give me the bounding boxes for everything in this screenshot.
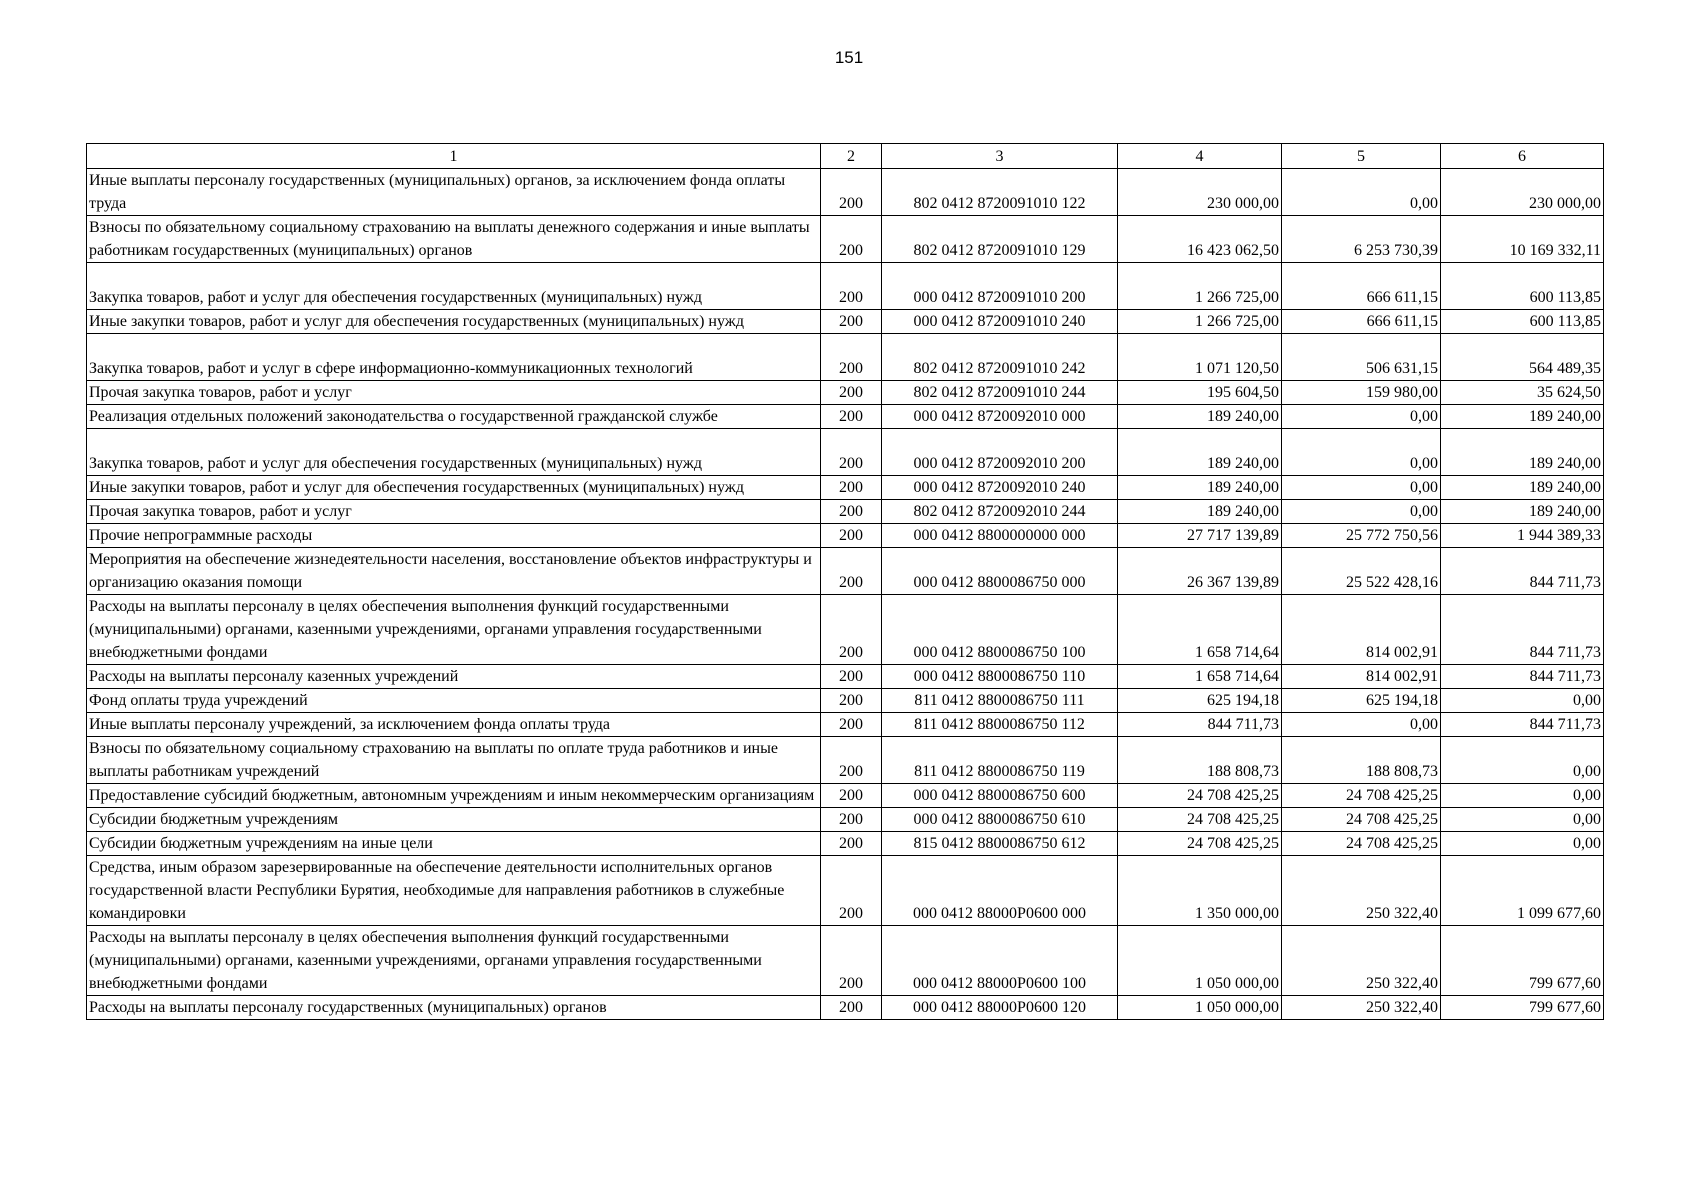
row-value-4-cell: 625 194,18 — [1118, 689, 1282, 713]
row-value-5-cell: 506 631,15 — [1282, 334, 1441, 381]
row-code-cell: 200 — [821, 665, 882, 689]
table-row — [87, 310, 1604, 334]
budget-table — [86, 143, 1604, 1020]
row-value-6-cell: 1 944 389,33 — [1441, 524, 1604, 548]
row-classification-cell: 000 0412 88000P0600 120 — [882, 996, 1118, 1020]
row-value-6-cell: 230 000,00 — [1441, 169, 1604, 216]
row-classification-cell: 802 0412 8720091010 244 — [882, 381, 1118, 405]
row-value-4-cell: 844 711,73 — [1118, 713, 1282, 737]
row-value-6-cell: 844 711,73 — [1441, 595, 1604, 665]
column-header-2: 2 — [821, 144, 882, 169]
row-name-cell: Взносы по обязательному социальному страхованию на выплаты по оплате труда работников и иные выплаты работникам учреждений — [87, 737, 821, 784]
table-row — [87, 216, 1604, 263]
row-code-cell: 200 — [821, 310, 882, 334]
page-number: 151 — [834, 48, 864, 67]
row-classification-cell: 802 0412 8720091010 129 — [882, 216, 1118, 263]
row-code-cell: 200 — [821, 429, 882, 476]
row-name-cell: Фонд оплаты труда учреждений — [87, 689, 821, 713]
row-classification-cell: 000 0412 8800086750 600 — [882, 784, 1118, 808]
row-value-4-cell: 189 240,00 — [1118, 476, 1282, 500]
column-header-5: 5 — [1282, 144, 1441, 169]
row-value-4-cell: 1 050 000,00 — [1118, 996, 1282, 1020]
row-value-6-cell: 844 711,73 — [1441, 665, 1604, 689]
row-classification-cell: 802 0412 8720091010 242 — [882, 334, 1118, 381]
row-name-cell: Закупка товаров, работ и услуг для обеспечения государственных (муниципальных) нужд — [87, 263, 821, 310]
row-classification-cell: 000 0412 8800086750 000 — [882, 548, 1118, 595]
table-row — [87, 689, 1604, 713]
row-value-4-cell: 24 708 425,25 — [1118, 808, 1282, 832]
row-value-5-cell: 0,00 — [1282, 476, 1441, 500]
table-body — [87, 169, 1604, 1020]
row-code-cell: 200 — [821, 334, 882, 381]
row-name-cell: Прочие непрограммные расходы — [87, 524, 821, 548]
row-name-cell: Взносы по обязательному социальному страхованию на выплаты денежного содержания и иные выплаты работникам государственных (муниципальных) органов — [87, 216, 821, 263]
row-value-5-cell: 0,00 — [1282, 500, 1441, 524]
table-row — [87, 737, 1604, 784]
row-code-cell: 200 — [821, 784, 882, 808]
row-value-4-cell: 1 071 120,50 — [1118, 334, 1282, 381]
row-name-cell: Предоставление субсидий бюджетным, автономным учреждениям и иным некоммерческим организациям — [87, 784, 821, 808]
table-row — [87, 500, 1604, 524]
row-code-cell: 200 — [821, 500, 882, 524]
row-name-cell: Расходы на выплаты персоналу в целях обеспечения выполнения функций государственными (муниципальными) органами, казенными учреждениями, органами управления государственными внебюджетными фондами — [87, 595, 821, 665]
row-classification-cell: 000 0412 8800086750 100 — [882, 595, 1118, 665]
row-classification-cell: 811 0412 8800086750 119 — [882, 737, 1118, 784]
table-row — [87, 856, 1604, 926]
row-code-cell: 200 — [821, 263, 882, 310]
row-code-cell: 200 — [821, 737, 882, 784]
row-code-cell: 200 — [821, 524, 882, 548]
row-value-4-cell: 189 240,00 — [1118, 500, 1282, 524]
row-value-6-cell: 0,00 — [1441, 832, 1604, 856]
row-value-5-cell: 814 002,91 — [1282, 665, 1441, 689]
table-row — [87, 169, 1604, 216]
table-row — [87, 476, 1604, 500]
row-name-cell: Расходы на выплаты персоналу в целях обеспечения выполнения функций государственными (муниципальными) органами, казенными учреждениями, органами управления государственными внебюджетными фондами — [87, 926, 821, 996]
table-row — [87, 808, 1604, 832]
row-name-cell: Субсидии бюджетным учреждениям на иные цели — [87, 832, 821, 856]
row-value-4-cell: 188 808,73 — [1118, 737, 1282, 784]
row-value-5-cell: 24 708 425,25 — [1282, 832, 1441, 856]
row-value-6-cell: 844 711,73 — [1441, 548, 1604, 595]
column-header-1: 1 — [87, 144, 821, 169]
row-value-6-cell: 799 677,60 — [1441, 996, 1604, 1020]
row-value-5-cell: 814 002,91 — [1282, 595, 1441, 665]
row-classification-cell: 802 0412 8720092010 244 — [882, 500, 1118, 524]
row-code-cell: 200 — [821, 381, 882, 405]
row-value-4-cell: 1 266 725,00 — [1118, 310, 1282, 334]
row-classification-cell: 000 0412 8800086750 610 — [882, 808, 1118, 832]
row-value-4-cell: 24 708 425,25 — [1118, 832, 1282, 856]
row-value-6-cell: 844 711,73 — [1441, 713, 1604, 737]
row-code-cell: 200 — [821, 595, 882, 665]
row-code-cell: 200 — [821, 405, 882, 429]
table-row — [87, 429, 1604, 476]
row-value-5-cell: 666 611,15 — [1282, 263, 1441, 310]
row-value-5-cell: 188 808,73 — [1282, 737, 1441, 784]
row-name-cell: Иные закупки товаров, работ и услуг для обеспечения государственных (муниципальных) нужд — [87, 310, 821, 334]
row-value-4-cell: 195 604,50 — [1118, 381, 1282, 405]
row-code-cell: 200 — [821, 169, 882, 216]
table-row — [87, 996, 1604, 1020]
row-classification-cell: 811 0412 8800086750 112 — [882, 713, 1118, 737]
table-row — [87, 665, 1604, 689]
row-value-5-cell: 0,00 — [1282, 169, 1441, 216]
row-name-cell: Иные закупки товаров, работ и услуг для обеспечения государственных (муниципальных) нужд — [87, 476, 821, 500]
row-value-5-cell: 159 980,00 — [1282, 381, 1441, 405]
row-value-6-cell: 189 240,00 — [1441, 405, 1604, 429]
row-value-4-cell: 230 000,00 — [1118, 169, 1282, 216]
row-value-6-cell: 0,00 — [1441, 689, 1604, 713]
row-value-4-cell: 1 658 714,64 — [1118, 665, 1282, 689]
row-value-4-cell: 26 367 139,89 — [1118, 548, 1282, 595]
table-row — [87, 713, 1604, 737]
table-row — [87, 832, 1604, 856]
row-value-4-cell: 1 050 000,00 — [1118, 926, 1282, 996]
column-header-6: 6 — [1441, 144, 1604, 169]
row-value-5-cell: 6 253 730,39 — [1282, 216, 1441, 263]
row-classification-cell: 000 0412 8720092010 000 — [882, 405, 1118, 429]
column-header-4: 4 — [1118, 144, 1282, 169]
table-row — [87, 524, 1604, 548]
header-row — [87, 144, 1604, 169]
row-classification-cell: 000 0412 8800086750 110 — [882, 665, 1118, 689]
row-value-6-cell: 10 169 332,11 — [1441, 216, 1604, 263]
row-code-cell: 200 — [821, 832, 882, 856]
table-row — [87, 926, 1604, 996]
row-classification-cell: 000 0412 8720092010 240 — [882, 476, 1118, 500]
row-name-cell: Расходы на выплаты персоналу казенных учреждений — [87, 665, 821, 689]
row-name-cell: Расходы на выплаты персоналу государственных (муниципальных) органов — [87, 996, 821, 1020]
row-value-5-cell: 24 708 425,25 — [1282, 808, 1441, 832]
row-classification-cell: 000 0412 8800000000 000 — [882, 524, 1118, 548]
row-code-cell: 200 — [821, 926, 882, 996]
row-classification-cell: 000 0412 88000P0600 100 — [882, 926, 1118, 996]
row-value-5-cell: 250 322,40 — [1282, 996, 1441, 1020]
row-value-5-cell: 250 322,40 — [1282, 926, 1441, 996]
row-code-cell: 200 — [821, 548, 882, 595]
row-classification-cell: 815 0412 8800086750 612 — [882, 832, 1118, 856]
row-value-4-cell: 1 266 725,00 — [1118, 263, 1282, 310]
row-value-6-cell: 600 113,85 — [1441, 263, 1604, 310]
row-name-cell: Средства, иным образом зарезервированные на обеспечение деятельности исполнительных органов государственной власти Республики Бурятия, необходимые для направления работников в служебные командировки — [87, 856, 821, 926]
row-value-6-cell: 35 624,50 — [1441, 381, 1604, 405]
table-row — [87, 548, 1604, 595]
row-name-cell: Мероприятия на обеспечение жизнедеятельности населения, восстановление объектов инфраструктуры и организацию оказания помощи — [87, 548, 821, 595]
row-classification-cell: 811 0412 8800086750 111 — [882, 689, 1118, 713]
row-name-cell: Прочая закупка товаров, работ и услуг — [87, 381, 821, 405]
row-code-cell: 200 — [821, 713, 882, 737]
row-value-4-cell: 189 240,00 — [1118, 405, 1282, 429]
row-value-4-cell: 1 350 000,00 — [1118, 856, 1282, 926]
row-code-cell: 200 — [821, 476, 882, 500]
row-value-5-cell: 0,00 — [1282, 405, 1441, 429]
row-value-6-cell: 189 240,00 — [1441, 500, 1604, 524]
row-classification-cell: 000 0412 8720091010 200 — [882, 263, 1118, 310]
row-value-5-cell: 0,00 — [1282, 713, 1441, 737]
row-value-4-cell: 27 717 139,89 — [1118, 524, 1282, 548]
row-value-6-cell: 0,00 — [1441, 737, 1604, 784]
row-value-4-cell: 1 658 714,64 — [1118, 595, 1282, 665]
row-code-cell: 200 — [821, 216, 882, 263]
row-name-cell: Иные выплаты персоналу учреждений, за исключением фонда оплаты труда — [87, 713, 821, 737]
table-row — [87, 334, 1604, 381]
row-code-cell: 200 — [821, 996, 882, 1020]
row-name-cell: Реализация отдельных положений законодательства о государственной гражданской службе — [87, 405, 821, 429]
row-code-cell: 200 — [821, 689, 882, 713]
row-name-cell: Прочая закупка товаров, работ и услуг — [87, 500, 821, 524]
table-row — [87, 263, 1604, 310]
row-classification-cell: 802 0412 8720091010 122 — [882, 169, 1118, 216]
row-value-4-cell: 24 708 425,25 — [1118, 784, 1282, 808]
table-row — [87, 381, 1604, 405]
row-value-5-cell: 0,00 — [1282, 429, 1441, 476]
row-name-cell: Закупка товаров, работ и услуг в сфере информационно-коммуникационных технологий — [87, 334, 821, 381]
row-value-4-cell: 16 423 062,50 — [1118, 216, 1282, 263]
row-name-cell: Иные выплаты персоналу государственных (муниципальных) органов, за исключением фонда оплаты труда — [87, 169, 821, 216]
row-value-5-cell: 625 194,18 — [1282, 689, 1441, 713]
row-value-6-cell: 799 677,60 — [1441, 926, 1604, 996]
row-code-cell: 200 — [821, 808, 882, 832]
row-value-5-cell: 250 322,40 — [1282, 856, 1441, 926]
row-value-5-cell: 25 522 428,16 — [1282, 548, 1441, 595]
row-code-cell: 200 — [821, 856, 882, 926]
row-value-4-cell: 189 240,00 — [1118, 429, 1282, 476]
row-value-6-cell: 564 489,35 — [1441, 334, 1604, 381]
row-value-6-cell: 0,00 — [1441, 808, 1604, 832]
row-value-5-cell: 666 611,15 — [1282, 310, 1441, 334]
row-classification-cell: 000 0412 8720092010 200 — [882, 429, 1118, 476]
column-header-3: 3 — [882, 144, 1118, 169]
row-value-5-cell: 25 772 750,56 — [1282, 524, 1441, 548]
row-value-5-cell: 24 708 425,25 — [1282, 784, 1441, 808]
row-name-cell: Субсидии бюджетным учреждениям — [87, 808, 821, 832]
table-row — [87, 405, 1604, 429]
table-row — [87, 595, 1604, 665]
row-value-6-cell: 600 113,85 — [1441, 310, 1604, 334]
row-classification-cell: 000 0412 8720091010 240 — [882, 310, 1118, 334]
row-value-6-cell: 0,00 — [1441, 784, 1604, 808]
row-classification-cell: 000 0412 88000P0600 000 — [882, 856, 1118, 926]
table-row — [87, 784, 1604, 808]
row-value-6-cell: 189 240,00 — [1441, 429, 1604, 476]
row-name-cell: Закупка товаров, работ и услуг для обеспечения государственных (муниципальных) нужд — [87, 429, 821, 476]
row-value-6-cell: 1 099 677,60 — [1441, 856, 1604, 926]
row-value-6-cell: 189 240,00 — [1441, 476, 1604, 500]
